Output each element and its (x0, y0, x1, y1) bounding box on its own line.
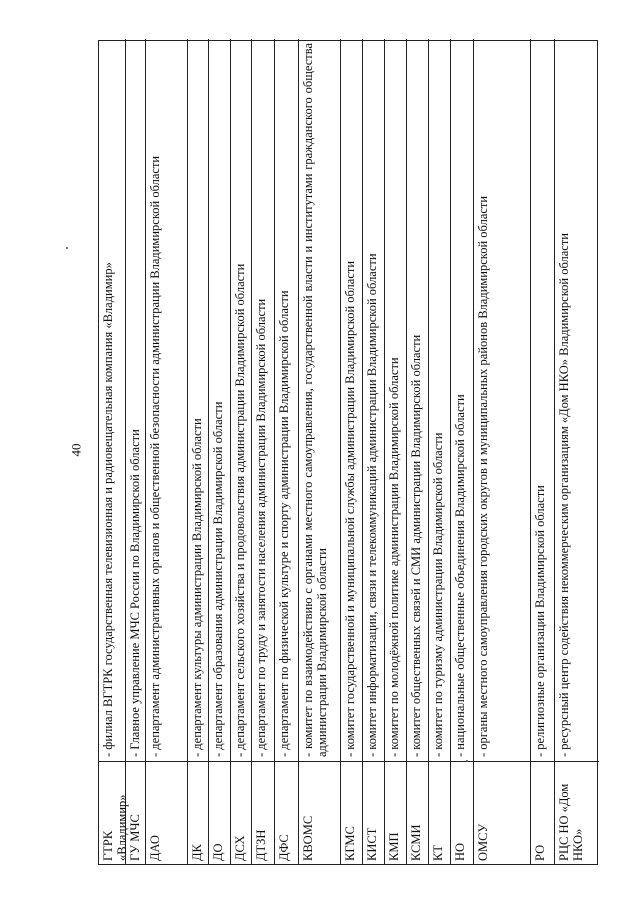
abbreviation-cell: ГТРК «Владимир» (99, 761, 125, 864)
table-row (299, 39, 341, 864)
table-row (146, 39, 188, 864)
description-cell: - национальные общественные объединения Владимирской области (453, 394, 467, 757)
abbreviation-cell: КТ (429, 761, 450, 864)
abbreviation-cell: РО (531, 761, 554, 864)
description-cell: - департамент по труду и занятости населения администрации Владимирской области (254, 298, 268, 757)
rotated-page (98, 40, 598, 865)
table-row (385, 39, 407, 864)
description-cell: - филиал ВГТРК государственная телевизионная и радиовещательная компания «Владимир» (101, 262, 115, 757)
abbreviation-cell: ОМСУ (474, 761, 530, 864)
description-cell: - департамент культуры администрации Владимирской области (190, 418, 204, 757)
abbreviation-cell: ГУ МЧС (126, 761, 145, 864)
abbreviation-cell: КГМС (341, 761, 362, 864)
abbreviation-cell: КМП (385, 761, 406, 864)
table-row (231, 39, 252, 864)
description-cell: - комитет по взаимодействию с органами местного самоуправления, государственной власти и институтами гражданского общества администрации Владимирской области (301, 43, 329, 757)
table-row (407, 39, 429, 864)
page-number: 40 (68, 443, 84, 457)
table-row (275, 39, 299, 864)
abbreviation-cell: КВОМС (299, 761, 340, 864)
table-row (188, 39, 209, 864)
description-cell: - комитет информатизации, связи и телекоммуникаций администрации Владимирской области (365, 253, 379, 757)
description-cell: - департамент административных органов и общественной безопасности администрации Владимирской области (148, 155, 162, 757)
description-cell: - департамент сельского хозяйства и продовольствия администрации Владимирской области (233, 263, 247, 757)
table-row (363, 39, 385, 864)
description-cell: - ресурсный центр содействия некоммерческим организациям «Дом НКО» Владимирской области (557, 233, 571, 757)
table-row (341, 39, 363, 864)
abbreviation-cell: РЦС НО «Дом НКО» (555, 761, 599, 864)
description-cell: - департамент по физической культуре и спорту администрации Владимирской области (277, 290, 291, 757)
table-row (252, 39, 275, 864)
abbreviation-cell: ДК (188, 761, 208, 864)
table-row (126, 39, 146, 864)
description-cell: - комитет общественных связей и СМИ администрации Владимирской области (409, 334, 423, 757)
table-row (474, 39, 531, 864)
abbreviation-cell: КСМИ (407, 761, 428, 864)
description-cell: - комитет государственной и муниципальной службы администрации Владимирской области (343, 260, 357, 757)
table-row (531, 39, 555, 864)
speck-mark (466, 760, 468, 762)
description-cell: - органы местного самоуправления городских округов и муниципальных районов Владимирской области (476, 195, 490, 757)
table-row (429, 39, 451, 864)
abbreviation-cell: ДАО (146, 761, 187, 864)
table-row (209, 39, 231, 864)
description-cell: - Главное управление МЧС России по Владимирской области (128, 429, 142, 757)
table-row (555, 39, 599, 864)
description-cell: - религиозные организации Владимирской области (533, 485, 547, 757)
abbreviation-cell: ДТЗН (252, 761, 274, 864)
description-cell: - департамент образования администрации Владимирской области (211, 401, 225, 757)
table-row (99, 39, 129, 864)
abbreviation-table (98, 40, 598, 865)
description-cell: - комитет по молодёжной политике администрации Владимирской области (387, 357, 401, 757)
abbreviation-cell: КИСТ (363, 761, 384, 864)
table-row (451, 39, 474, 864)
description-cell: - комитет по туризму администрации Владимирской области (431, 432, 445, 757)
abbreviation-cell: НО (451, 761, 473, 864)
abbreviation-cell: ДСХ (231, 761, 251, 864)
abbreviation-cell: ДФС (275, 761, 298, 864)
abbreviation-cell: ДО (209, 761, 230, 864)
speck-mark (66, 247, 68, 249)
